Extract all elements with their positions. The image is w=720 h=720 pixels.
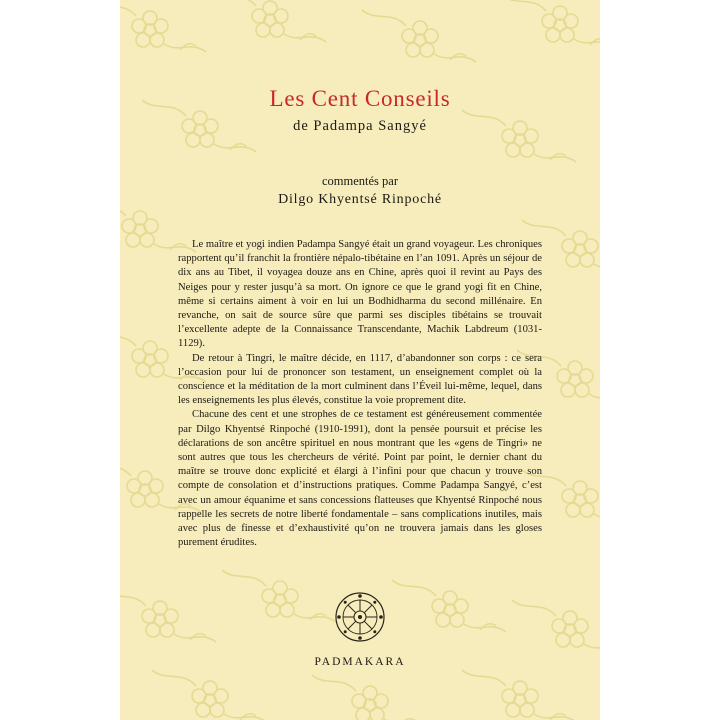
blurb-text xyxy=(178,238,542,550)
commentator-name: Dilgo Khyentsé Rinpoché xyxy=(278,192,442,207)
blurb-paragraph: De retour à Tingri, le maître décide, en 1117, d’abandonner son corps : ce sera l’occasion pour lui de prononcer son testament, un enseignement complet où la conscience et la méditation de la mort culminent dans l’Éveil lui-même, lequel, dans les enseignements les plus élevés, constitue la voie proprement dite. xyxy=(178,352,542,407)
book-title: Les Cent Conseils xyxy=(269,86,451,111)
blurb-paragraph: Le maître et yogi indien Padampa Sangyé était un grand voyageur. Les chroniques rapportent qu’il franchit la frontière népalo-tibétaine en l’an 1091. Après un séjour de dix ans au Tibet, il voyagea douze ans en Chine, après quoi il revint au Pays des Neiges pour y rester jusqu’à sa mort. On ignore ce que le grand yogi fit en Chine, même si certains aiment à voir en lui un Bodhidharma du second millénaire. En revanche, on sait de source sûre que parmi ses disciples tibétains se trouvait l’excellente adepte de la Connaissance Transcendante, Machik Labdreum (1031-1129). xyxy=(178,239,542,350)
cover-content xyxy=(120,0,600,720)
dharma-wheel-icon xyxy=(333,590,387,644)
book-subtitle: de Padampa Sangyé xyxy=(293,118,427,134)
comment-label: commentés par xyxy=(321,174,398,188)
back-cover xyxy=(120,0,600,720)
blurb-paragraph: Chacune des cent et une strophes de ce testament est généreusement commentée par Dilgo Khyentsé Rinpoché (1910-1991), dont la pensée poursuit et précise les déclarations de son ancêtre spirituel en nous montrant que les «gens de Tingri» ne sont autres que tous les chercheurs de vérité. Point par point, le dernier chant du maître se trouve donc explicité et élargi à l’infini pour que chacun y trouve son compte de consolation et d’instructions pratiques. Comme Padampa Sangyé, c’est avec un amour équanime et sans concessions flatteuses que Khyentsé Rinpoché nous rappelle les secrets de notre liberté fondamentale – sans complications inutiles, mais avec plus de finesse et d’exhaustivité qu’on ne trouvera jamais dans les gloses purement érudites. xyxy=(178,409,542,549)
publisher-name: PADMAKARA xyxy=(314,656,406,668)
